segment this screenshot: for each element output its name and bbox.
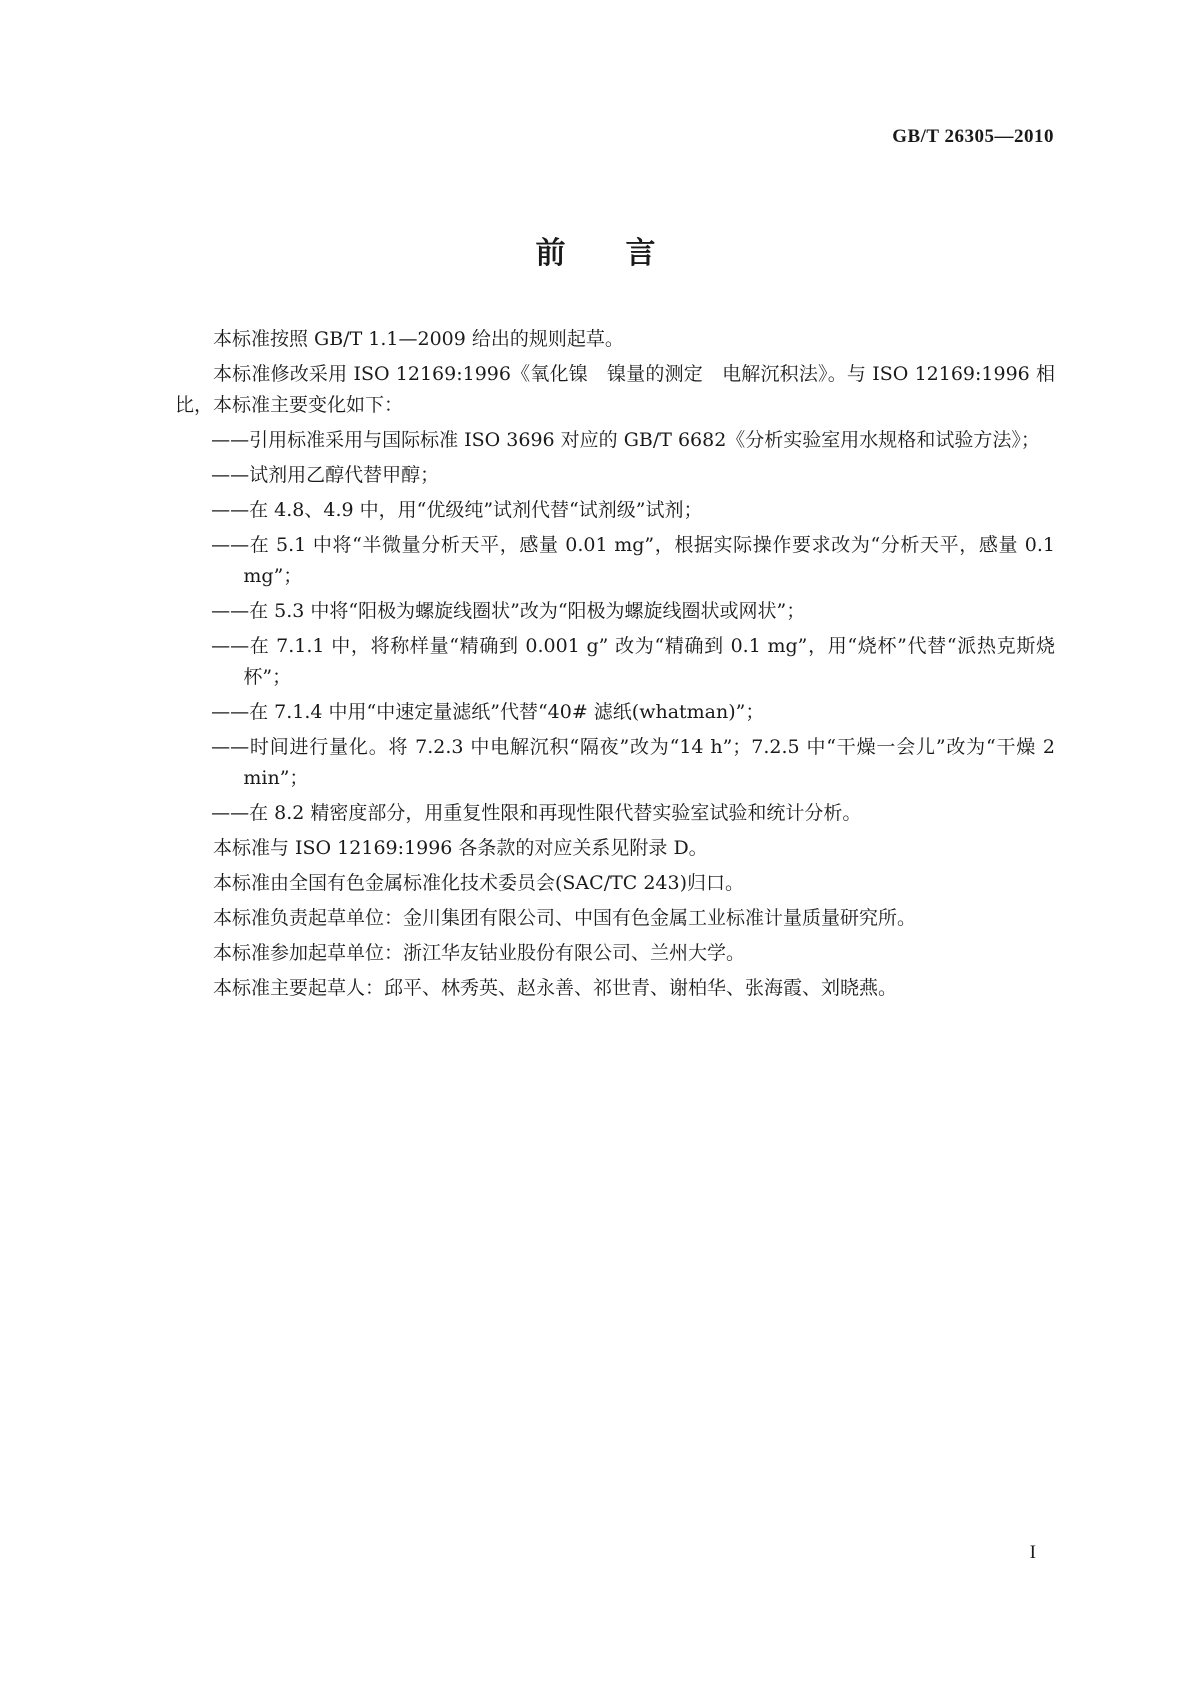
paragraph: 本标准负责起草单位：金川集团有限公司、中国有色金属工业标准计量质量研究所。 — [213, 907, 917, 929]
change-item: ——在 7.1.4 中用“中速定量滤纸”代替“40# 滤纸(whatman)”； — [211, 701, 765, 723]
foreword-body — [175, 324, 1055, 1008]
paragraph: 本标准与 ISO 12169:1996 各条款的对应关系见附录 D。 — [213, 837, 708, 859]
standard-code: GB/T 26305—2010 — [892, 126, 1054, 147]
change-item: ——在 5.1 中将“半微量分析天平，感量 0.01 mg”，根据实际操作要求改为“分析天平，感量 0.1 mg”； — [211, 534, 1055, 587]
change-item: ——在 4.8、4.9 中，用“优级纯”试剂代替“试剂级”试剂； — [211, 499, 703, 521]
change-item: ——在 8.2 精密度部分，用重复性限和再现性限代替实验室试验和统计分析。 — [211, 802, 862, 824]
paragraph: 本标准由全国有色金属标准化技术委员会(SAC/TC 243)归口。 — [213, 872, 745, 894]
change-item: ——在 5.3 中将“阳极为螺旋线圈状”改为“阳极为螺旋线圈状或网状”； — [211, 600, 806, 622]
paragraph: 本标准修改采用 ISO 12169:1996《氧化镍 镍量的测定 电解沉积法》。与 ISO 12169:1996 相比，本标准主要变化如下： — [175, 363, 1055, 416]
change-item: ——时间进行量化。将 7.2.3 中电解沉积“隔夜”改为“14 h”；7.2.5 中“干燥一会儿”改为“干燥 2 min”； — [211, 736, 1055, 789]
page-number: I — [1029, 1542, 1036, 1563]
paragraph: 本标准按照 GB/T 1.1—2009 给出的规则起草。 — [213, 328, 624, 350]
paragraph: 本标准主要起草人：邱平、林秀英、赵永善、祁世青、谢柏华、张海霞、刘晓燕。 — [213, 977, 898, 999]
paragraph: 本标准参加起草单位：浙江华友钴业股份有限公司、兰州大学。 — [213, 942, 746, 964]
change-item: ——引用标准采用与国际标准 ISO 3696 对应的 GB/T 6682《分析实验室用水规格和试验方法》； — [211, 429, 1040, 451]
change-item: ——试剂用乙醇代替甲醇； — [211, 464, 440, 486]
change-item: ——在 7.1.1 中，将称样量“精确到 0.001 g” 改为“精确到 0.1 mg”，用“烧杯”代替“派热克斯烧杯”； — [211, 635, 1055, 688]
page-title: 前言 — [535, 236, 716, 271]
